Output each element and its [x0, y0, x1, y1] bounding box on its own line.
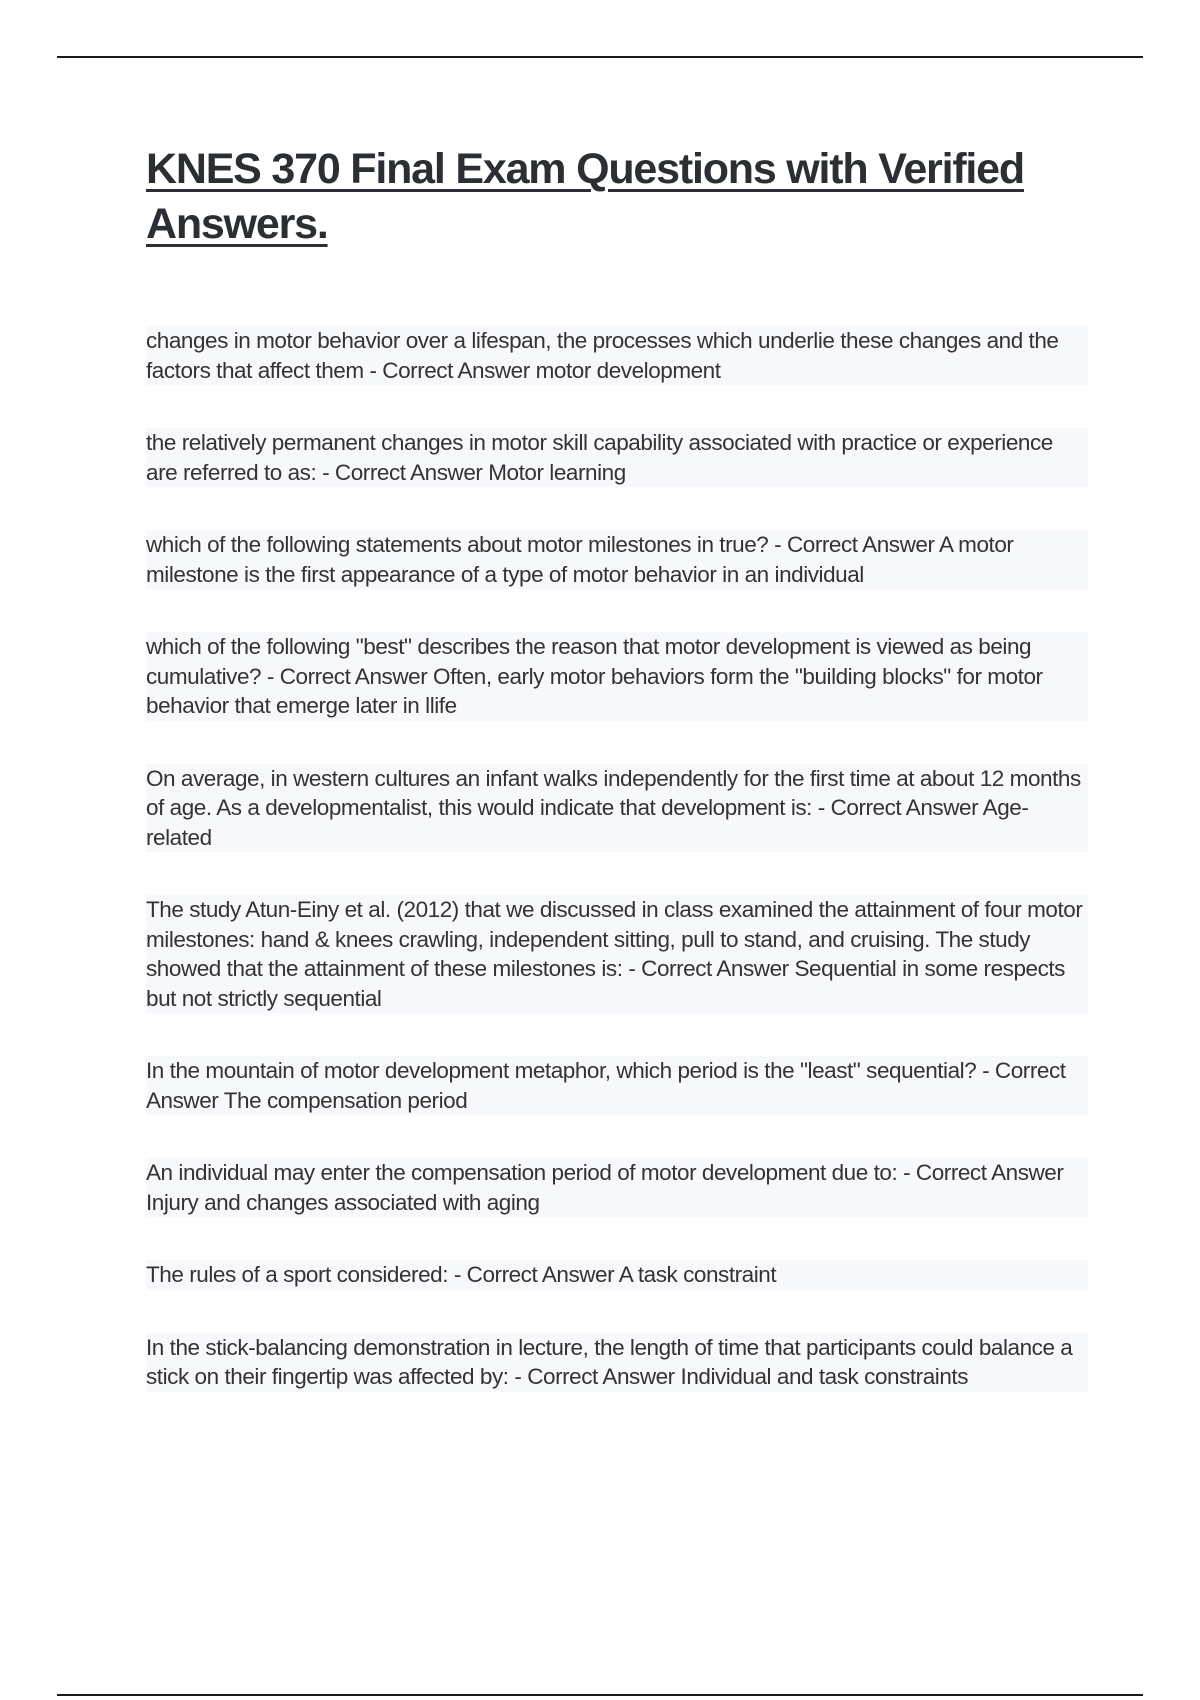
qa-text: The rules of a sport considered: - Correct Answer A task constraint	[146, 1262, 777, 1287]
qa-item	[146, 1333, 1088, 1392]
qa-text: In the stick-balancing demonstration in lecture, the length of time that participants could balance a stick on their fingertip was affected by: - Correct Answer Individual and task constraints	[146, 1334, 1073, 1389]
qa-text: The study Atun-Einy et al. (2012) that we discussed in class examined the attainment of four motor milestones: hand & knees crawling, independent sitting, pull to stand, and cruising. The study showed that the attainment of these milestones is: - Correct Answer Sequential in some respects but not strictly sequential	[146, 897, 1083, 1011]
top-rule	[57, 56, 1143, 58]
qa-text: changes in motor behavior over a lifespan, the processes which underlie these changes and the factors that affect them - Correct Answer motor development	[146, 328, 1059, 383]
qa-text: On average, in western cultures an infant walks independently for the first time at about 12 months of age. As a developmentalist, this would indicate that development is: - Correct Answer Age-related	[146, 765, 1081, 850]
qa-item	[146, 764, 1088, 853]
qa-item	[146, 326, 1088, 385]
document-title: KNES 370 Final Exam Questions with Verified Answers.	[146, 145, 1024, 248]
qa-item	[146, 1158, 1088, 1217]
qa-list	[146, 326, 1088, 1435]
qa-text: An individual may enter the compensation period of motor development due to: - Correct Answer Injury and changes associated with aging	[146, 1160, 1064, 1215]
qa-text: In the mountain of motor development metaphor, which period is the "least" sequential? - Correct Answer The compensation period	[146, 1058, 1066, 1113]
qa-item	[146, 632, 1088, 721]
qa-text: which of the following statements about motor milestones in true? - Correct Answer A motor milestone is the first appearance of a type of motor behavior in an individual	[146, 532, 1014, 587]
qa-item	[146, 530, 1088, 589]
qa-text: which of the following "best" describes the reason that motor development is viewed as being cumulative? - Correct Answer Often, early motor behaviors form the "building blocks" for motor behavior that emerge later in llife	[146, 634, 1043, 718]
qa-item	[146, 1260, 1088, 1290]
qa-item	[146, 895, 1088, 1013]
bottom-rule	[57, 1694, 1143, 1696]
qa-item	[146, 428, 1088, 487]
qa-item	[146, 1056, 1088, 1115]
qa-text: the relatively permanent changes in motor skill capability associated with practice or experience are referred to as: - Correct Answer Motor learning	[146, 430, 1053, 485]
